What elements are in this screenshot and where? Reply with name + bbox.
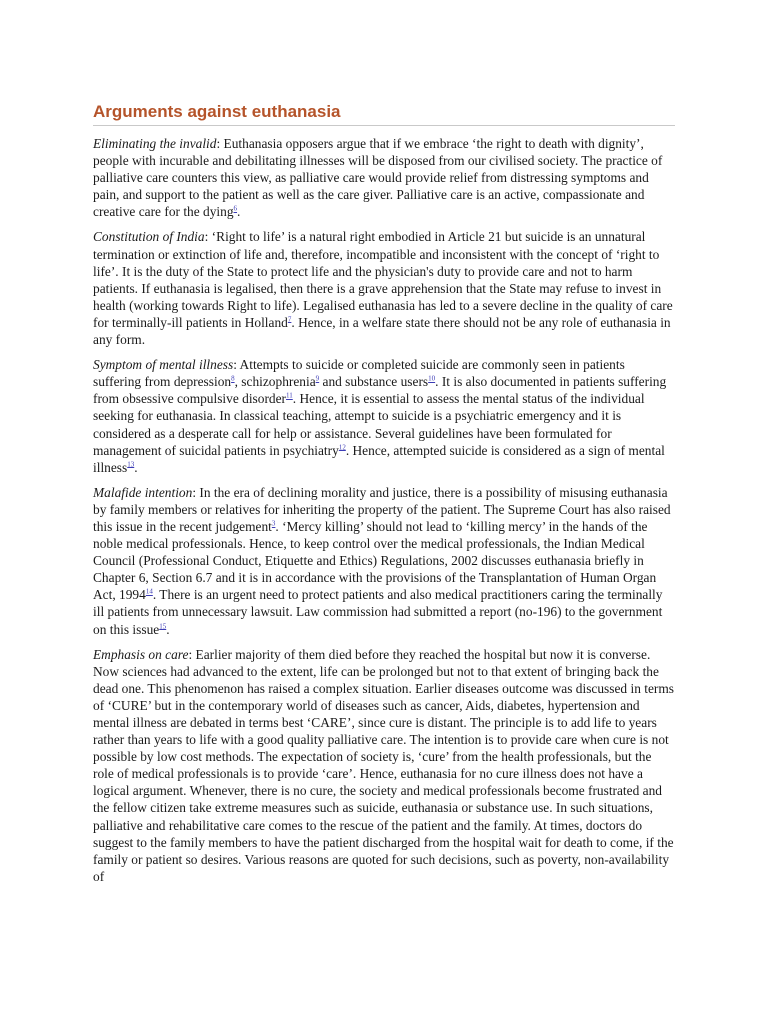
paragraph-text: . [237,204,241,220]
paragraph-text: and substance users [319,374,429,390]
section-heading: Arguments against euthanasia [93,101,675,126]
paragraph-lead-term: Constitution of India [93,229,205,245]
citation-link[interactable]: 3 [271,519,276,528]
citation-link[interactable]: 15 [159,622,167,631]
paragraph-text: . [166,621,170,637]
paragraph-text: . Hence, in a welfare state there should not be any role of euthanasia in any form. [93,314,671,348]
paragraph-lead-term: Emphasis on care [93,646,189,662]
paragraph-text: . ‘Mercy killing’ should not lead to ‘killing mercy’ in the hands of the noble medical professionals. Hence, to keep control over the medical professionals, the Indian Medical Council (Professional Conduct, Etiquette and Ethics) Regulations, 2002 discusses euthanasia briefly in Chapter 6, Section 6.7 and it is in accordance with the provisions of the Transplantation of Human Organ Act, 1994 [93,518,657,603]
paragraph-lead-term: Eliminating the invalid [93,136,217,151]
paragraph-text: : ‘Right to life’ is a natural right embodied in Article 21 but suicide is an unnatural termination or extinction of life and, therefore, incompatible and inconsistent with the concept of ‘right to life’. It is the duty of the State to protect life and the physician's duty to provide care and not to harm patients. If euthanasia is legalised, then there is a grave apprehension that the State may refuse to invest in health (working towards Right to life). Legalised euthanasia has led to a severe decline in the quality of care for terminally-ill patients in Holland [93,229,673,330]
citation-link[interactable]: 9 [315,374,320,383]
paragraph [93,356,675,476]
paragraph-text: . Hence, attempted suicide is considered as a sign of mental illness [93,442,665,475]
paragraph-text: . [134,459,138,475]
paragraph-text: , schizophrenia [234,374,316,390]
paragraph [93,484,675,638]
citation-link[interactable]: 7 [287,315,292,324]
paragraph-text: . There is an urgent need to protect patients and also medical practitioners caring the terminally ill patients from unnecessary lawsuit. Law commission had submitted a report (no-196) to the government on this issue [93,587,663,637]
document-body [93,135,675,885]
citation-link[interactable]: 6 [233,204,238,213]
citation-link[interactable]: 13 [127,460,135,469]
paragraph-text: : Attempts to suicide or completed suicide are commonly seen in patients suffering from depression [93,357,625,390]
paragraph [93,228,675,348]
paragraph-text: : Earlier majority of them died before they reached the hospital but now it is converse. Now sciences had advanced to the extent, life can be prolonged but not to that extent of bringing back the dead one. This phenomenon has raised a complex situation. Earlier diseases outcome was discussed in terms of ‘CURE’ but in the contemporary world of diseases such as cancer, Aids, diabetes, hypertension and mental illness are debated in terms best ‘CARE’, since cure is distant. The principle is to add life to years rather than years to life with a good quality palliative care. The intention is to provide care when cure is not possible by low cost methods. The expectation of society is, ‘cure’ from the health professionals, but the role of medical professionals is to provide ‘care’. Hence, euthanasia for no cure illness does not have a logical argument. Whenever, there is no cure, the society and medical professionals become frustrated and the fellow citizen take extreme measures such as suicide, euthanasia or substance use. In such situations, palliative and rehabilitative care comes to the rescue of the patient and the family. At times, doctors do suggest to the family members to have the patient discharged from the hospital wait for death to come, if the family or patient so desires. Various reasons are quoted for such decisions, such as poverty, non-availability of [93,646,674,884]
paragraph [93,646,675,885]
paragraph-text: . Hence, it is essential to assess the mental status of the individual seeking for euthanasia. In classical teaching, attempt to suicide is a psychiatric emergency and it is considered as a desperate call for help or assistance. Several guidelines have been formulated for management of suicidal patients in psychiatry [93,391,645,458]
citation-link[interactable]: 8 [231,374,235,383]
citation-link[interactable]: 14 [145,587,153,596]
paragraph-lead-term: Symptom of mental illness [93,357,234,373]
paragraph [93,135,675,220]
citation-link[interactable]: 12 [338,443,346,452]
paragraph-text: : Euthanasia opposers argue that if we embrace ‘the right to death with dignity’, people with incurable and debilitating illnesses will be disposed from our civilised society. The practice of palliative care counters this view, as palliative care would provide relief from distressing symptoms and pain, and support to the patient as well as the care giver. Palliative care is an active, compassionate and creative care for the dying [93,136,663,220]
paragraph-text: : In the era of declining morality and justice, there is a possibility of misusing euthanasia by family members or relatives for inheriting the property of the patient. The Supreme Court has also raised this issue in the recent judgement [93,484,671,534]
paragraph-lead-term: Malafide intention [93,484,193,500]
citation-link[interactable]: 11 [286,391,293,400]
citation-link[interactable]: 10 [428,374,436,383]
paragraph-text: . It is also documented in patients suffering from obsessive compulsive disorder [93,374,667,407]
